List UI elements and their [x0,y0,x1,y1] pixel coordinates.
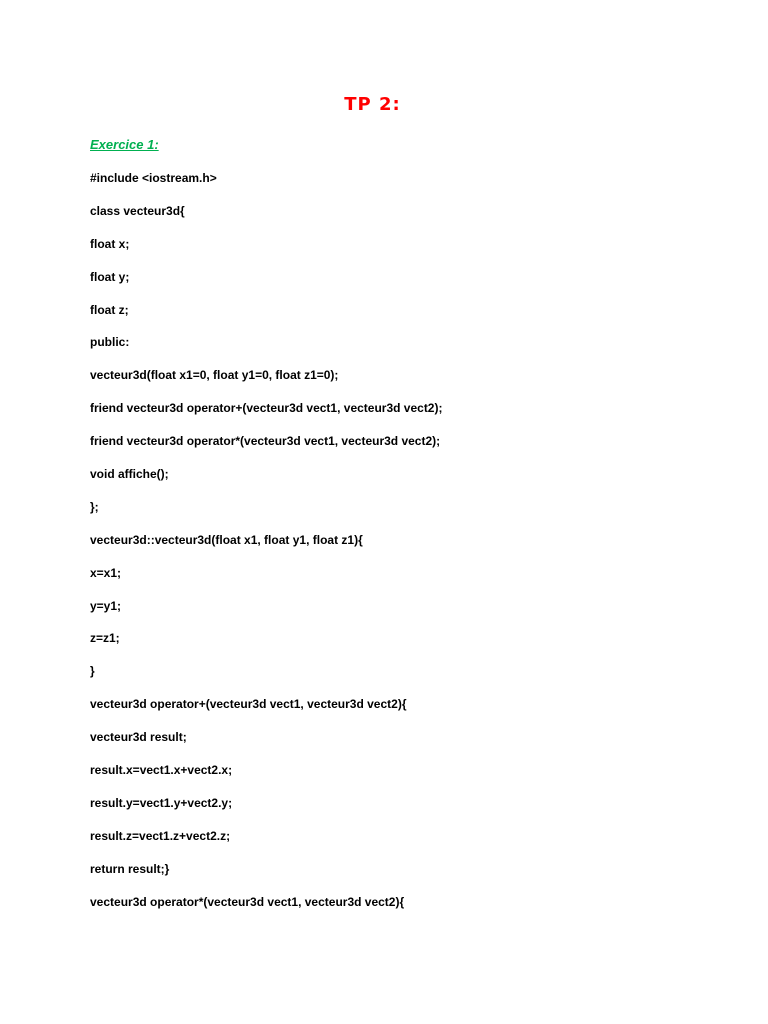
code-line: vecteur3d::vecteur3d(float x1, float y1, float z1){ [90,532,363,547]
code-line: z=z1; [90,631,120,646]
code-line: result.y=vect1.y+vect2.y; [90,795,233,810]
exercise-heading: Exercice 1: [90,137,159,152]
code-line: float x; [90,236,130,251]
code-line: return result;} [90,861,170,876]
code-line: public: [90,335,130,350]
code-line: friend vecteur3d operator*(vecteur3d vect1, vecteur3d vect2); [90,434,441,449]
code-line: class vecteur3d{ [90,203,185,218]
code-line: }; [90,499,99,514]
code-line: vecteur3d operator*(vecteur3d vect1, vecteur3d vect2){ [90,894,405,909]
code-line: void affiche(); [90,467,169,482]
code-line: #include <iostream.h> [90,171,217,185]
code-line: vecteur3d result; [90,730,187,745]
code-listing [90,170,442,926]
code-line: x=x1; [90,565,122,580]
code-line: vecteur3d operator+(vecteur3d vect1, vecteur3d vect2){ [90,697,407,712]
code-line: vecteur3d(float x1=0, float y1=0, float z1=0); [90,368,339,383]
code-line: float z; [90,302,129,317]
code-line: result.x=vect1.x+vect2.x; [90,763,233,778]
page-title: TP 2: [344,94,401,115]
code-line: friend vecteur3d operator+(vecteur3d vect1, vecteur3d vect2); [90,401,443,416]
code-line: y=y1; [90,598,122,613]
code-line: result.z=vect1.z+vect2.z; [90,828,231,843]
code-line: } [90,664,95,679]
code-line: float y; [90,269,130,284]
